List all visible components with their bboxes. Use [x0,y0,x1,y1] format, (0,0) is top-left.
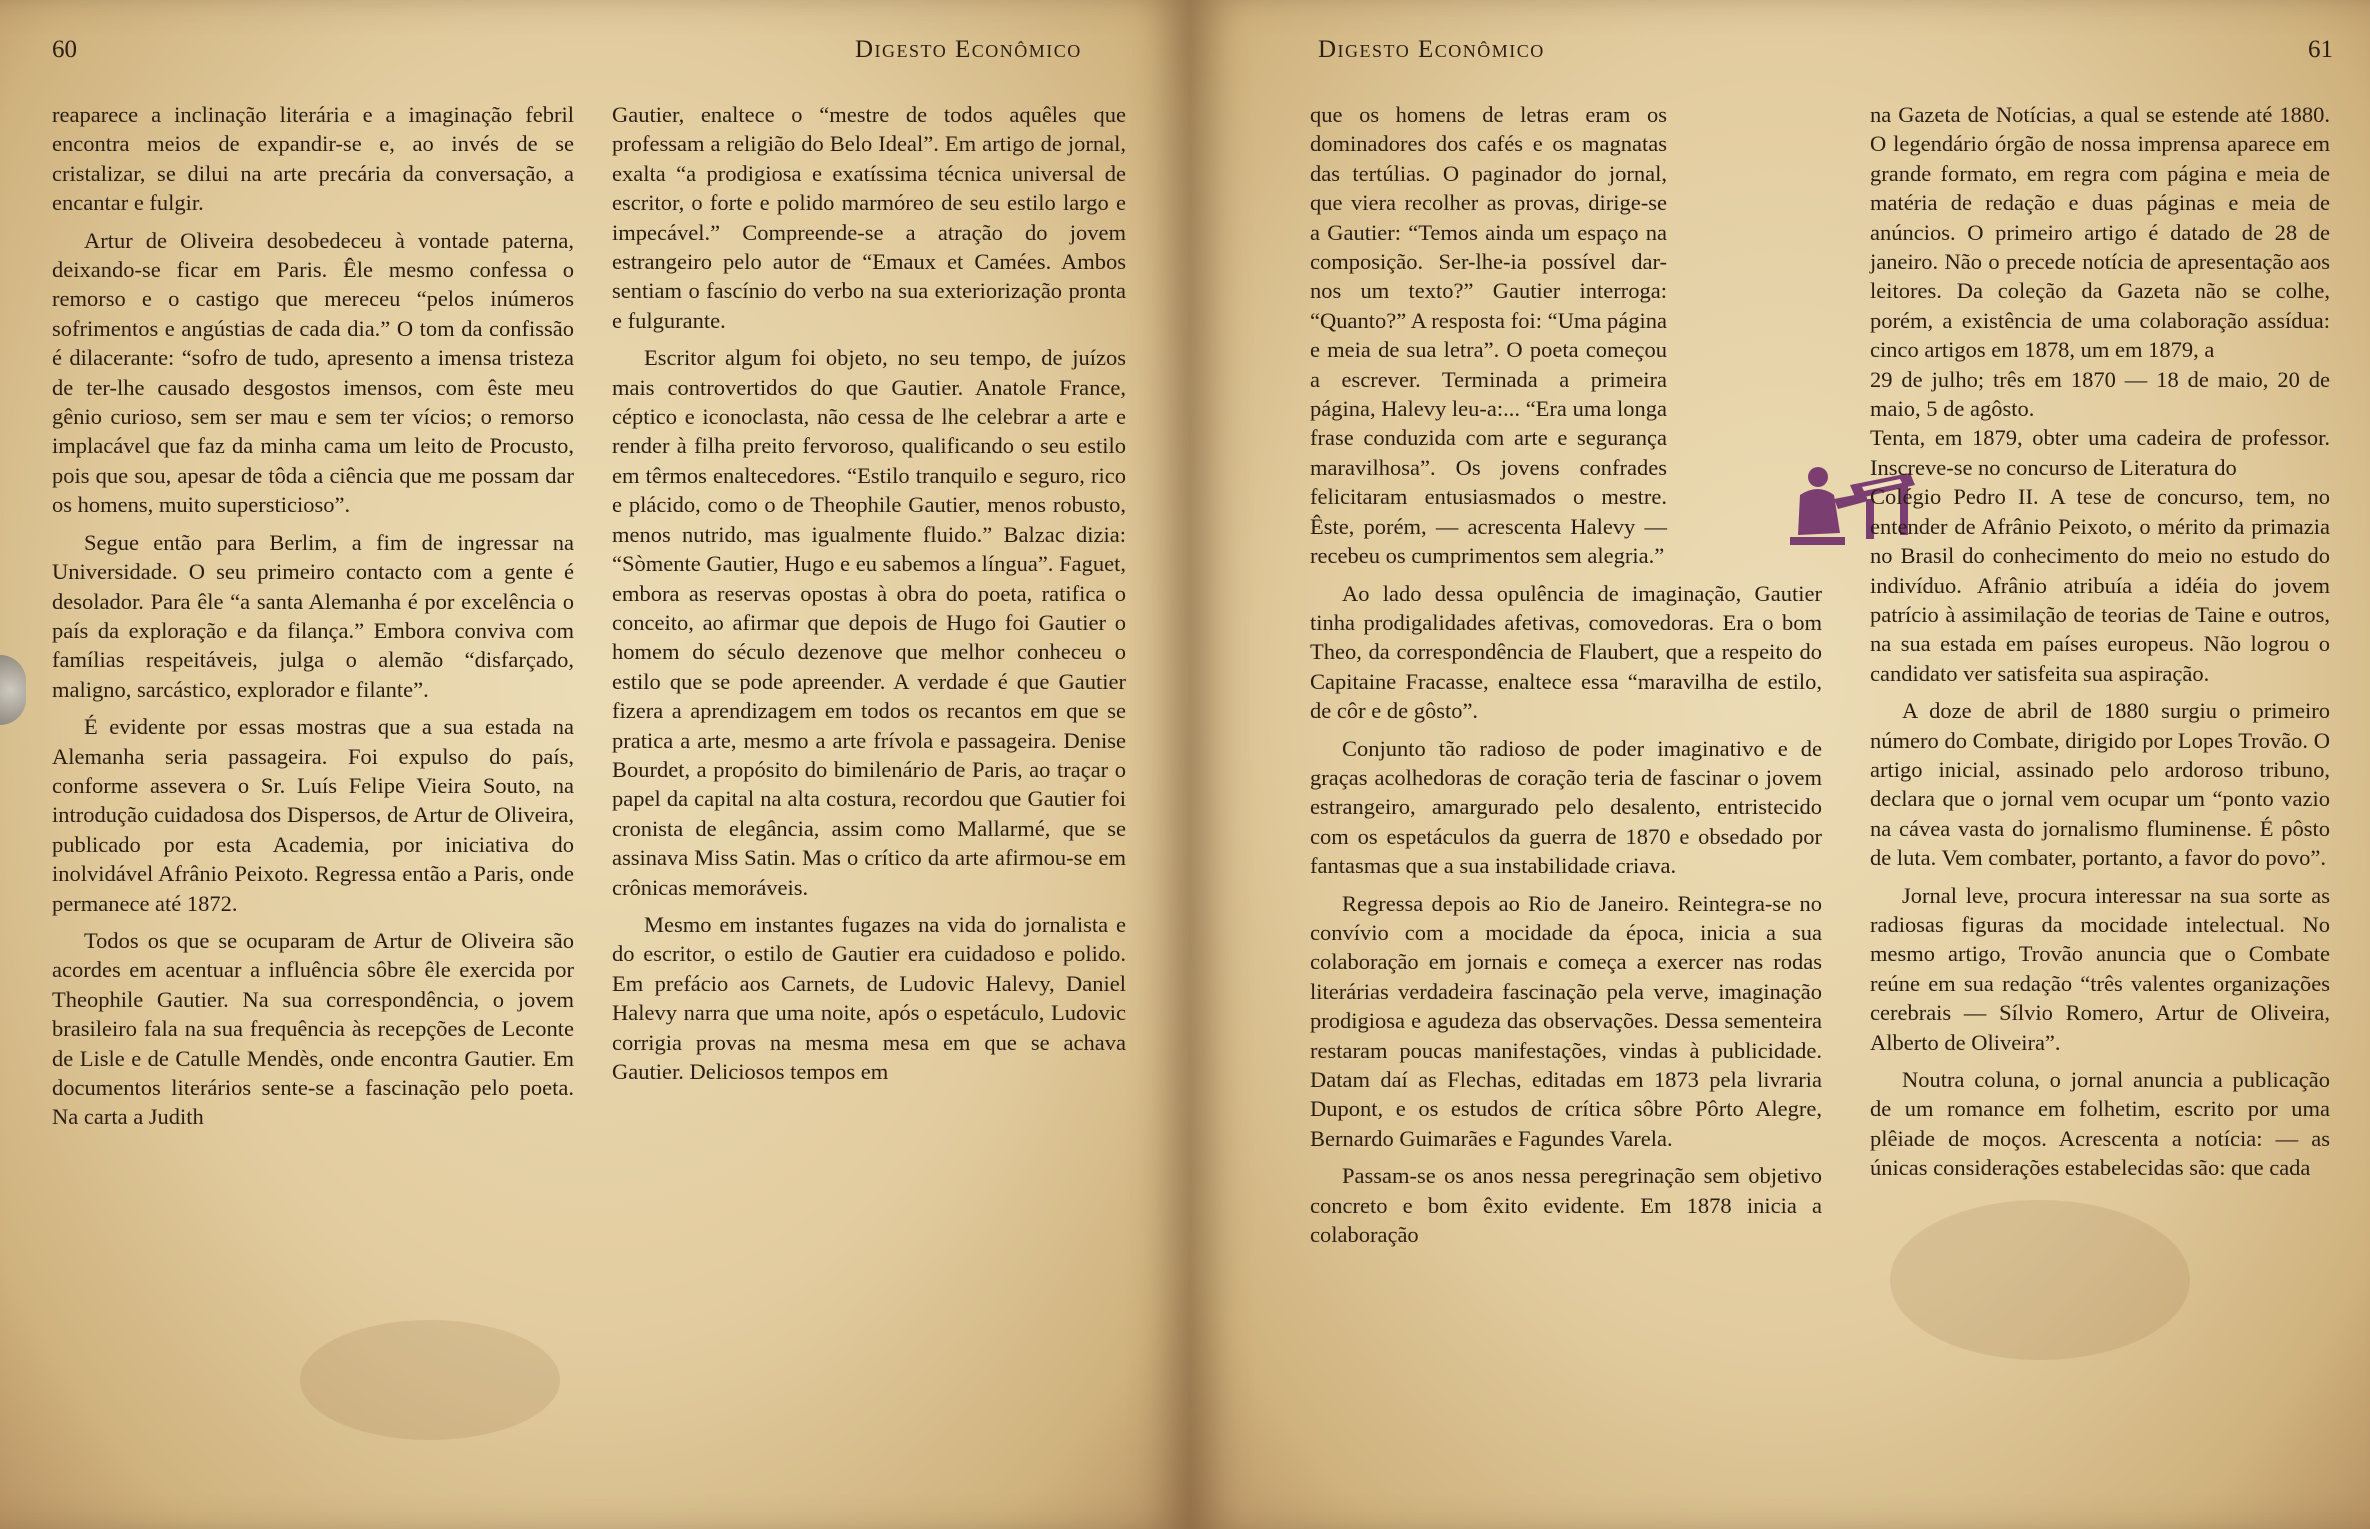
paragraph: Conjunto tão radioso de poder imaginativo e de graças acolhedoras de coração teria de fascinar o jovem estrangeiro, amargurado pelo desalento, entristecido com os espetáculos da guerra de 1870 e obsedado por fantasmas que a sua instabilidade criava. [1310,735,1822,879]
paper-stain [1890,1200,2190,1360]
paragraph: Todos os que se ocuparam de Artur de Oliveira são acordes em acentuar a influência sôbre êle exercida por Theophile Gautier. Na sua correspondência, o jovem brasileiro fala na sua frequência às recepções de Leconte de Lisle e de Catulle Mendès, onde encontra Gautier. Em documentos literários sente-se a fascinação pelo poeta. Na carta a Judith [52,927,574,1130]
paragraph: Colégio Pedro II. A tese de concurso, tem, no entender de Afrânio Peixoto, o mérito da primazia no Brasil do conhecimento do meio no estudo do indivíduo. Afrânio atribuía a idéia do jovem patrício à assimilação de teorias de Taine e outros, na sua estada em países europeus. Não logrou o candidato ver satisfeita sua aspiração. [1870,484,2330,686]
page-tab [0,655,26,725]
paragraph-indented: Tenta, em 1879, obter uma cadeira de professor. Inscreve-se no concurso de Literatura do [1870,425,2330,480]
running-head: Digesto Econômico [855,36,1082,63]
paragraph: Artur de Oliveira desobedeceu à vontade paterna, deixando-se ficar em Paris. Êle mesmo confessa o remorso e o castigo que mereceu “pelos inúmeros sofrimentos e angústias de cada dia.” O tom da confissão é dilacerante: “sofro de tudo, apresento a imensa tristeza de ter-lhe causado desgostos imensos, com êste meu gênio curioso, sem ser mau e sem ter vícios; o remorso implacável que faz da minha cama um leito de Procusto, pois que sou, apesar de tôda a ciência que me possam dar os homens, muito supersticioso”. [52,227,574,518]
right-page [1190,0,2370,1529]
text-column-2 [612,100,1126,1086]
page-number: 61 [2308,36,2333,63]
paragraph: reaparece a inclinação literária e a imaginação febril encontra meios de expandir-se e, ao invés de se cristalizar, se dilui na arte precária da conversação, a encantar e fulgir. [52,102,574,216]
paragraph: Jornal leve, procura interessar na sua sorte as radiosas figuras da mocidade intelectual. No mesmo artigo, Trovão anuncia que o Combate reúne em sua redação “três valentes organizações cerebrais — Sílvio Romero, Artur de Oliveira, Alberto de Oliveira”. [1870,882,2330,1055]
paragraph: Escritor algum foi objeto, no seu tempo, de juízos mais controvertidos do que Gautier. Anatole France, céptico e iconoclasta, não cessa de lhe celebrar a arte e render à filha preito fervoroso, qualificando o seu estilo em têrmos enaltecedores. “Estilo tranquilo e seguro, rico e plácido, como o de Theophile Gautier, menos robusto, menos nutrido, mas igualmente fluido.” Balzac dizia: “Sòmente Gautier, Hugo e eu sabemos a língua”. Faguet, embora as reservas opostas à obra do poeta, ratifica o conceito, ao afirmar que depois de Hugo foi Gautier o homem do século dezenove que melhor conheceu o estilo que se pode apreender. A verdade é que Gautier fizera a aprendizagem em todos os recantos em que se pratica a arte, mesmo a arte frívola e passageira. Denise Bourdet, a propósito do bimilenário de Paris, ao traçar o papel da capital na alta costura, recordou que Gautier foi cronista de elegância, assim como Mallarmé, que se assinava Miss Satin. Mas o crítico da arte afirmou-se em crônicas memoráveis. [612,345,1126,900]
text-column-1 [1310,100,1822,1249]
paragraph: Passam-se os anos nessa peregrinação sem objetivo concreto e bom êxito evidente. Em 1878 inicia a colaboração [1310,1163,1822,1248]
paragraph: Ao lado dessa opulência de imaginação, Gautier tinha prodigalidades afetivas, comovedoras. Era o bom Theo, da correspondência de Flaubert, que a respeito do Capitaine Fracasse, enaltece essa “maravilha de estilo, de côr e de gôsto”. [1310,580,1822,724]
paragraph: na Gazeta de Notícias, a qual se estende até 1880. O legendário órgão de nossa imprensa aparece em grande formato, em regra com página e meia de matéria de redação e duas páginas e meia de anúncios. O primeiro artigo é datado de 28 de janeiro. Não o precede notícia de apresentação aos leitores. Da coleção da Gazeta não se colhe, porém, a existência de uma colaboração assídua: cinco artigos em 1878, um em 1879, a [1870,102,2330,363]
paragraph-indented: 29 de julho; três em 1870 — 18 de maio, 20 de maio, 5 de agôsto. [1870,366,2330,422]
paper-stain [300,1320,560,1440]
text-column-2 [1870,100,2330,1183]
paragraph: que os homens de letras eram os dominadores dos cafés e os magnatas das tertúlias. O paginador do jornal, que viera recolher as provas, dirige-se a Gautier: “Temos ainda um espaço na composição. Ser-lhe-ia possível dar-nos um texto?” Gautier interroga: “Quanto?” A resposta foi: “Uma página e meia de sua letra”. O poeta começou a escrever. Terminada a primeira página, Halevy leu-a:... “Era uma longa frase conduzida com arte e segurança maravilhosa”. Os jovens confrades felicitaram entusiasmados o mestre. Êste, porém, — acrescenta Halevy — recebeu os cumprimentos sem alegria.” [1310,102,1667,569]
paragraph: Noutra coluna, o jornal anuncia a publicação de um romance em folhetim, escrito por uma plêiade de moços. Acrescenta a notícia: — as únicas considerações estabelecidas são: que cada [1870,1067,2330,1181]
paragraph: Segue então para Berlim, a fim de ingressar na Universidade. O seu primeiro contacto com a gente é desolador. Para êle “a santa Alemanha é por excelência o país da exploração e da filança.” Embora conviva com famílias respeitáveis, julga o alemão “disfarçado, maligno, sarcástico, explorador e filante”. [52,529,574,702]
paragraph: Gautier, enaltece o “mestre de todos aquêles que professam a religião do Belo Ideal”. Em artigo de jornal, exalta “a prodigiosa e exatíssima técnica universal de escritor, o forte e polido marmóreo de seu estilo largo e impecável.” Compreende-se a atração do jovem estrangeiro pelo autor de “Emaux et Camées. Ambos sentiam o fascínio do verbo na sua exteriorização pronta e fulgurante. [612,102,1126,333]
paragraph: Regressa depois ao Rio de Janeiro. Reintegra-se no convívio com a mocidade da época, inicia a sua colaboração em jornais e começa a exercer nas rodas literárias verdadeira fascinação pela verve, imaginação prodigiosa e agudeza das observações. Dessa sementeira restaram poucas manifestações, vindas à publicidade. Datam daí as Flechas, editadas em 1873 pela livraria Dupont, e os estudos de crítica sôbre Pôrto Alegre, Bernardo Guimarães e Fagundes Varela. [1310,890,1822,1151]
paragraph: A doze de abril de 1880 surgiu o primeiro número do Combate, dirigido por Lopes Trovão. O artigo inicial, assinado pelo ardoroso tribuno, declara que o jornal vem ocupar um “ponto vazio na cávea vasta do jornalismo fluminense. É pôsto de luta. Vem combater, portanto, a favor do povo”. [1870,698,2330,871]
paragraph: Mesmo em instantes fugazes na vida do jornalista e do escritor, o estilo de Gautier era cuidadoso e polido. Em prefácio aos Carnets, de Ludovic Halevy, Daniel Halevy narra que uma noite, após o espetáculo, Ludovic corrigia provas na mesma mesa em que se achava Gautier. Deliciosos tempos em [612,911,1126,1084]
page-number: 60 [52,36,77,63]
running-head: Digesto Econômico [1318,36,1545,63]
paragraph: É evidente por essas mostras que a sua estada na Alemanha seria passageira. Foi expulso do país, conforme assevera o Sr. Luís Felipe Vieira Souto, na introdução cuidadosa dos Dispersos, de Artur de Oliveira, publicado por esta Academia, por iniciativa do inolvidável Afrânio Peixoto. Regressa então a Paris, onde permanece até 1872. [52,714,574,916]
text-column-1 [52,100,574,1132]
